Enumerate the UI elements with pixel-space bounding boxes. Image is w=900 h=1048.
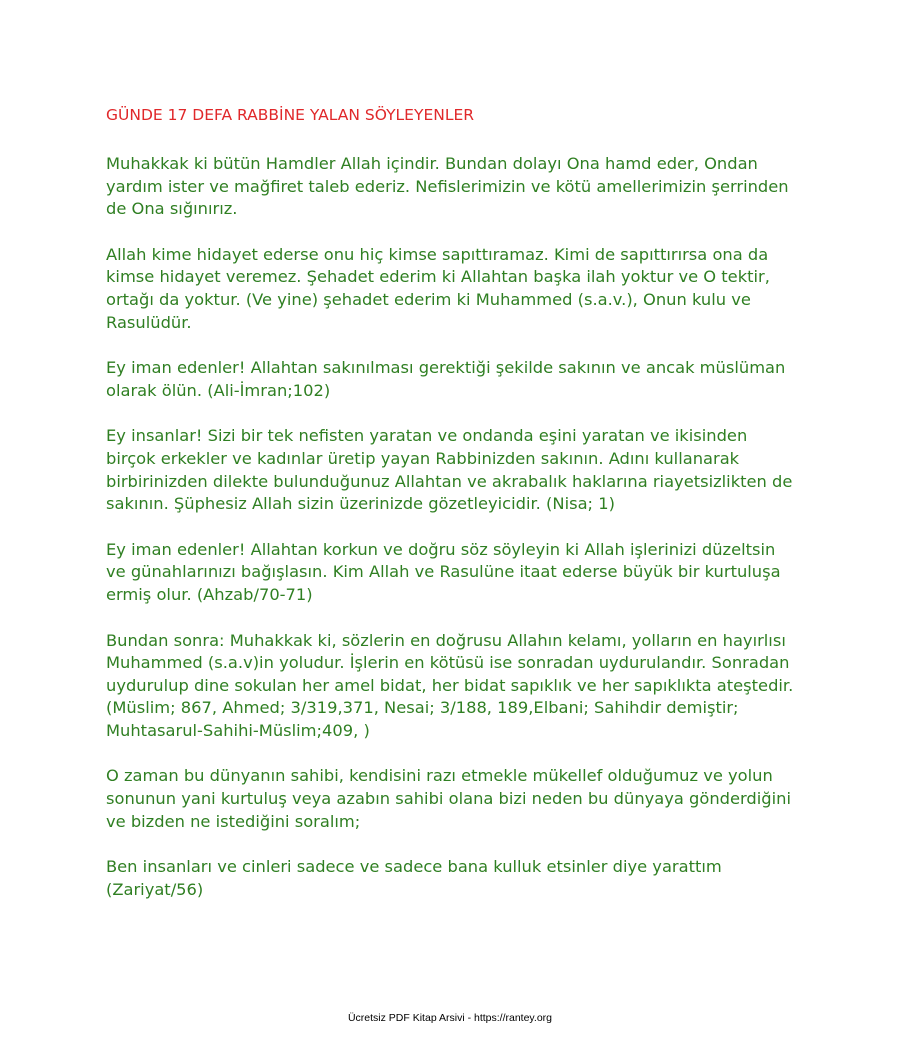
document-page: [106, 104, 796, 924]
paragraph: Allah kime hidayet ederse onu hiç kimse sapıttıramaz. Kimi de sapıttırırsa ona da kimse hidayet veremez. Şehadet ederim ki Allahtan başka ilah yoktur ve O tektir, ortağı da yoktur. (Ve yine) şehadet ederim ki Muhammed (s.a.v.), Onun kulu ve Rasulüdür.: [106, 244, 770, 332]
paragraph: Ey insanlar! Sizi bir tek nefisten yaratan ve ondanda eşini yaratan ve ikisinden birçok erkekler ve kadınlar üretip yayan Rabbinizden sakının. Adını kullanarak birbirinizden dilekte bulunduğunuz Allahtan ve akrabalık haklarına riayetsizlikten de sakının. Şüphesiz Allah sizin üzerinizde gözetleyicidir. (Nisa; 1): [106, 426, 793, 514]
paragraph: Ey iman edenler! Allahtan korkun ve doğru söz söyleyin ki Allah işlerinizi düzeltsin ve günahlarınızı bağışlasın. Kim Allah ve Rasulüne itaat ederse büyük bir kurtuluşa ermiş olur. (Ahzab/70-71): [106, 539, 781, 604]
paragraph: Muhakkak ki bütün Hamdler Allah içindir. Bundan dolayı Ona hamd eder, Ondan yardım ister ve mağfiret taleb ederiz. Nefislerimizin ve kötü amellerimizin şerrinden de Ona sığınırız.: [106, 154, 789, 219]
paragraph: Bundan sonra: Muhakkak ki, sözlerin en doğrusu Allahın kelamı, yolların en hayırlısı Muhammed (s.a.v)in yoludur. İşlerin en kötüsü ise sonradan uydurulandır. Sonradan uydurulup dine sokulan her amel bidat, her bidat sapıklık ve her sapıklıkta ateştedir.(Müslim; 867, Ahmed; 3/319,371, Nesai; 3/188, 189,Elbani; Sahihdir demiştir; Muhtasarul-Sahihi-Müslim;409, ): [106, 630, 794, 740]
paragraph: Ben insanları ve cinleri sadece ve sadece bana kulluk etsinler diye yarattım (Zariyat/56): [106, 857, 722, 899]
paragraph: Ey iman edenler! Allahtan sakınılması gerektiği şekilde sakının ve ancak müslüman olarak ölün. (Ali-İmran;102): [106, 358, 786, 400]
page-footer: Ücretsiz PDF Kitap Arsivi - https://rantey.org: [347, 1012, 553, 1024]
paragraph: O zaman bu dünyanın sahibi, kendisini razı etmekle mükellef olduğumuz ve yolun sonunun yani kurtuluş veya azabın sahibi olana bizi neden bu dünyaya gönderdiğini ve bizden ne istediğini soralım;: [106, 766, 791, 831]
document-title: GÜNDE 17 DEFA RABBİNE YALAN SÖYLEYENLER: [106, 106, 475, 124]
